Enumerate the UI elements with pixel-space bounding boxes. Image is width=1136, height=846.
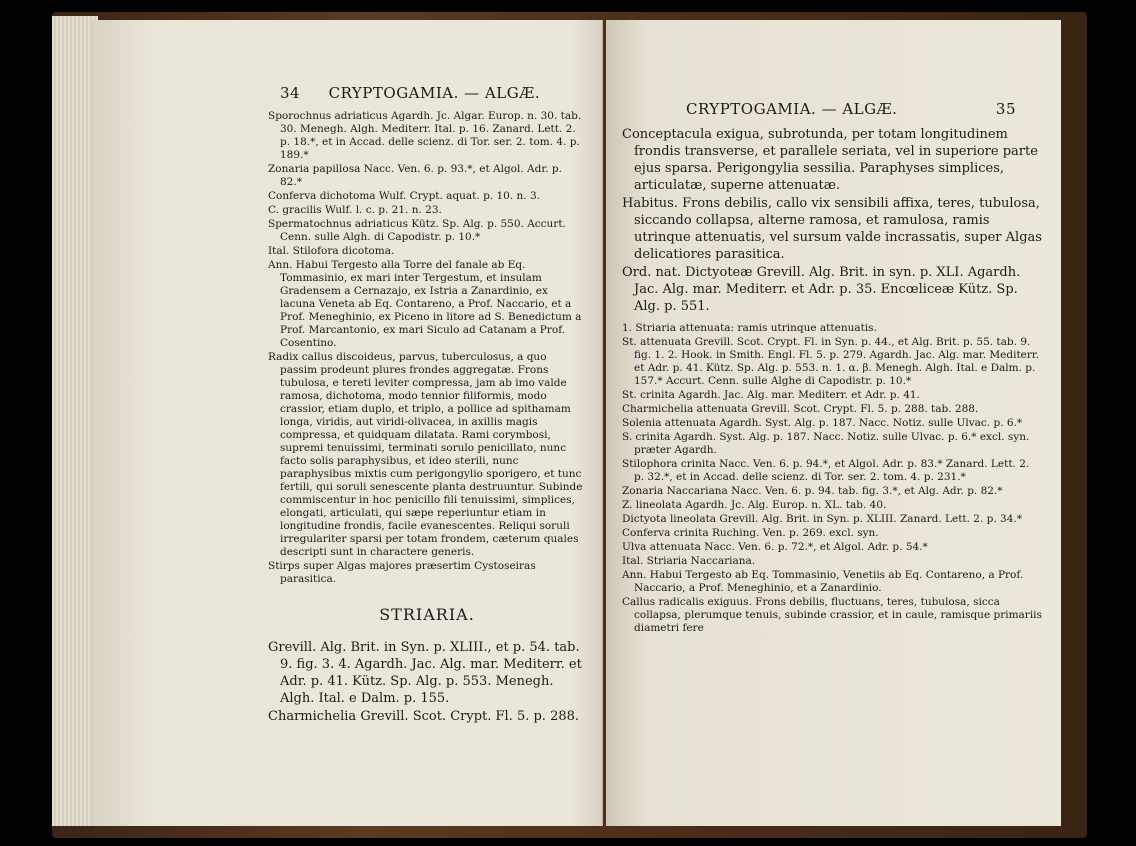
entry: C. gracilis Wulf. l. c. p. 21. n. 23.	[268, 204, 442, 216]
entry: Stirps super Algas majores præsertim Cystoseiras parasitica.	[268, 560, 536, 585]
entry: Ital. Striaria Naccariana.	[622, 555, 756, 567]
entry: Ann. Habui Tergesto ab Eq. Tommasinio, Venetiis ab Eq. Contareno, a Prof. Naccario, a Prof. Meneghinio, et a Zanardinio.	[622, 569, 1024, 594]
entry: Ann. Habui Tergesto alla Torre del fanale ab Eq. Tommasinio, ex mari inter Tergestum, et insulam Gradensem a Cernazajo, ex Istria a Zanardinio, ex lacuna Veneta ab Eq. Contareno, a Prof. Naccario, et a Prof. Meneghinio, ex Piceno in litore ad S. Benedictum a Prof. Marcantonio, ex mari Siculo ad Catanam a Prof. Cosentino.	[268, 259, 582, 349]
entry: St. crinita Agardh. Jac. Alg. mar. Mediterr. et Adr. p. 41.	[622, 389, 920, 401]
entry: 1. Striaria attenuata: ramis utrinque attenuatis.	[622, 322, 877, 334]
entry: Habitus. Frons debilis, callo vix sensibili affixa, teres, tubulosa, siccando collapsa, alterne ramosa, et ramulosa, ramis utrinque attenuatis, vel sursum valde incrassatis, super Algas delicatiores parasitica.	[622, 196, 1042, 262]
right-header: CRYPTOGAMIA. — ALGÆ.	[686, 100, 898, 118]
entry: Ord. nat. Dictyoteæ Grevill. Alg. Brit. in syn. p. XLI. Agardh. Jac. Alg. mar. Mediterr. et Adr. p. 35. Encœliceæ Kütz. Sp. Alg. p. 551.	[622, 265, 1021, 314]
entry: Spermatochnus adriaticus Kütz. Sp. Alg. p. 550. Accurt. Cenn. sulle Algh. di Capodistr. p. 10.*	[268, 218, 566, 243]
entry: Conferva dichotoma Wulf. Crypt. aquat. p. 10. n. 3.	[268, 190, 540, 202]
entry: Sporochnus adriaticus Agardh. Jc. Algar. Europ. n. 30. tab. 30. Menegh. Algh. Mediterr. Ital. p. 16. Zanard. Lett. 2. p. 18.*, et in Accad. delle scienz. di Tor. ser. 2. tom. 4. p. 189.*	[268, 110, 582, 161]
entry: Zonaria papillosa Nacc. Ven. 6. p. 93.*, et Algol. Adr. p. 82.*	[268, 163, 562, 188]
entry: Solenia attenuata Agardh. Syst. Alg. p. 187. Nacc. Notiz. sulle Ulvac. p. 6.*	[622, 417, 1023, 429]
left-header: CRYPTOGAMIA. — ALGÆ.	[328, 84, 540, 102]
entry: Callus radicalis exiguus. Frons debilis, fluctuans, teres, tubulosa, sicca collapsa, plerumque tenuis, subinde crassior, et in caule, ramisque primariis diametri fere	[622, 596, 1042, 634]
entry: Zonaria Naccariana Nacc. Ven. 6. p. 94. tab. fig. 3.*, et Alg. Adr. p. 82.*	[622, 485, 1003, 497]
left-page-number: 34	[280, 84, 301, 102]
right-content	[622, 126, 1042, 636]
right-page-number: 35	[995, 100, 1016, 118]
right-running-head	[686, 100, 1016, 118]
entry: Charmichelia attenuata Grevill. Scot. Crypt. Fl. 5. p. 288. tab. 288.	[622, 403, 979, 415]
entry: St. attenuata Grevill. Scot. Crypt. Fl. in Syn. p. 44., et Alg. Brit. p. 55. tab. 9. fig. 1. 2. Hook. in Smith. Engl. Fl. 5. p. 279. Agardh. Jac. Alg. mar. Mediterr. et Adr. p. 41. Kütz. Sp. Alg. p. 553. n. 1. α. β. Menegh. Algh. Ital. e Dalm. p. 157.* Accurt. Cenn. sulle Alghe di Capodistr. p. 10.*	[622, 336, 1040, 387]
entry: Radix callus discoideus, parvus, tuberculosus, a quo passim prodeunt plures frondes aggregatæ. Frons tubulosa, e tereti leviter compressa, jam ab imo valde ramosa, dichotoma, modo tennior filiformis, modo crassior, etiam duplo, et triplo, a pollice ad spithamam longa, viridis, aut viridi-olivacea, in axillis magis compressa, et quidquam dilatata. Rami corymbosi, supremi tenuissimi, terminati sorulo penicillato, nunc facto solis paraphysibus, et ideo sterili, nunc paraphysibus mixtis cum perigongylio sporigero, et tunc fertili, qui soruli senescente planta destruuntur. Subinde commiscentur in hoc penicillo fili tenuissimi, simplices, elongati, articulati, qui sæpe reperiuntur etiam in longitudine frondis, facile evanescentes. Reliqui soruli irregulariter sparsi per totam frondem, cæterum quales descripti sunt in charactere generis.	[268, 351, 583, 558]
section-para: Grevill. Alg. Brit. in Syn. p. XLIII., et p. 54. tab. 9. fig. 3. 4. Agardh. Jac. Alg. mar. Mediterr. et Adr. p. 41. Kütz. Sp. Alg. p. 553. Menegh. Algh. Ital. e Dalm. p. 155.	[268, 640, 582, 706]
left-page	[92, 20, 603, 826]
left-content	[268, 110, 586, 726]
entry: Conceptacula exigua, subrotunda, per totam longitudinem frondis transverse, et parallele seriata, vel in superiore parte ejus sparsa. Perigongylia sessilia. Paraphyses simplices, articulatæ, superne attenuatæ.	[622, 127, 1038, 193]
entry: Conferva crinita Ruching. Ven. p. 269. excl. syn.	[622, 527, 879, 539]
entry: Ital. Stilofora dicotoma.	[268, 245, 395, 257]
entry: Dictyota lineolata Grevill. Alg. Brit. in Syn. p. XLIII. Zanard. Lett. 2. p. 34.*	[622, 513, 1023, 525]
entry: Stilophora crinita Nacc. Ven. 6. p. 94.*, et Algol. Adr. p. 83.* Zanard. Lett. 2. p. 32.*, et in Accad. delle scienz. di Tor. ser. 2. tom. 4. p. 231.*	[622, 458, 1030, 483]
left-running-head	[280, 84, 603, 102]
entry: Ulva attenuata Nacc. Ven. 6. p. 72.*, et Algol. Adr. p. 54.*	[622, 541, 928, 553]
entry: S. crinita Agardh. Syst. Alg. p. 187. Nacc. Notiz. sulle Ulvac. p. 6.* excl. syn. præter Agardh.	[622, 431, 1030, 456]
right-page	[606, 20, 1061, 826]
section-title: STRIARIA.	[379, 605, 475, 624]
section-para: Charmichelia Grevill. Scot. Crypt. Fl. 5. p. 288.	[268, 709, 580, 724]
entry: Z. lineolata Agardh. Jc. Alg. Europ. n. XL. tab. 40.	[622, 499, 887, 511]
